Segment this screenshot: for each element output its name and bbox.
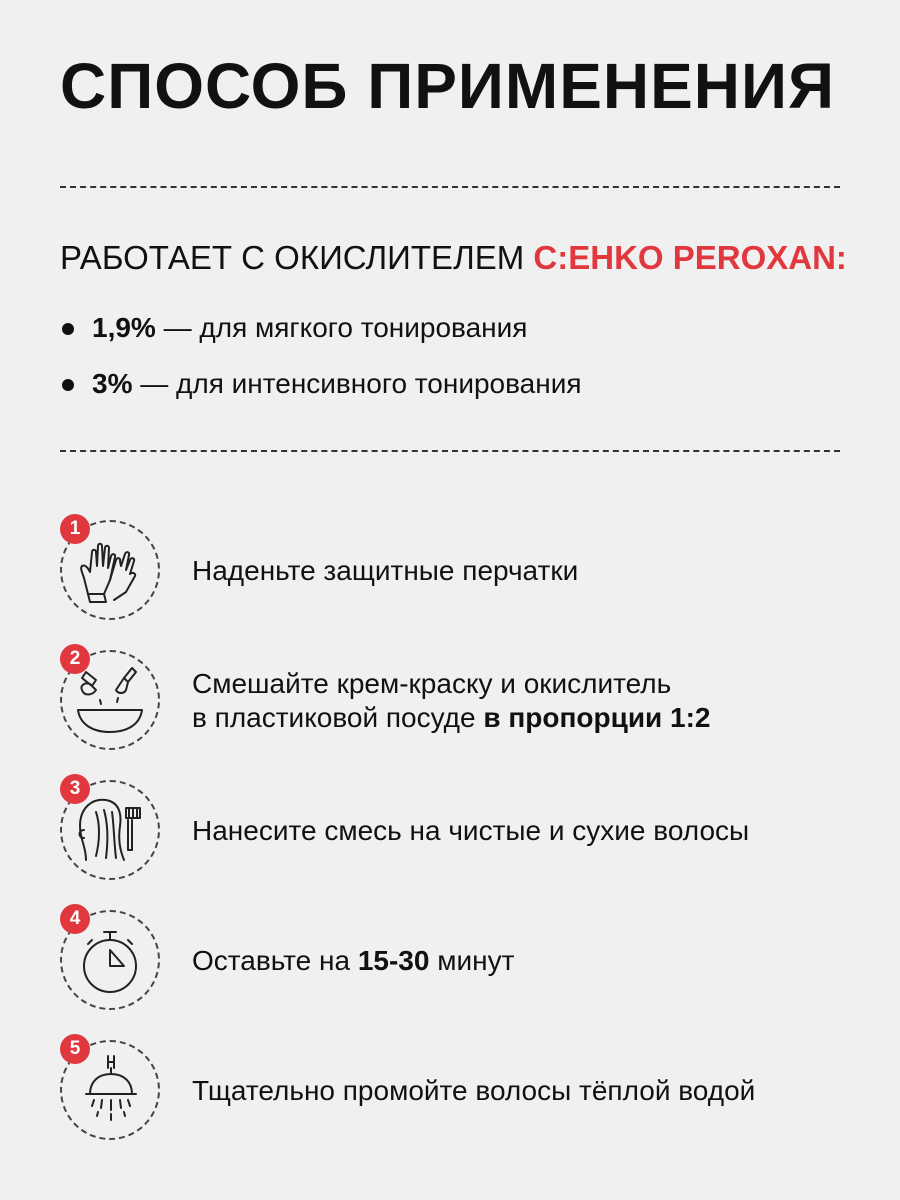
step-text-line-1: Смешайте крем-краску и окислитель [192, 668, 672, 699]
step-text-line-2 [192, 701, 711, 735]
step-3 [60, 774, 850, 884]
step-number-badge: 5 [60, 1034, 90, 1064]
step-text-plain: минут [429, 945, 515, 976]
step-text: Наденьте защитные перчатки [192, 555, 579, 586]
step-number-badge: 4 [60, 904, 90, 934]
step-text [192, 667, 711, 735]
step-text-plain: в пластиковой посуде [192, 702, 484, 733]
concentration-desc: — для интенсивного тонирования [132, 368, 582, 399]
step-number-badge: 3 [60, 774, 90, 804]
list-item [60, 362, 582, 418]
step-5 [60, 1034, 850, 1144]
step-text: Тщательно промойте волосы тёплой водой [192, 1075, 756, 1106]
step-number-badge: 2 [60, 644, 90, 674]
concentration-desc: — для мягкого тонирования [155, 312, 528, 343]
oxidizer-intro [60, 236, 847, 280]
page-title: СПОСОБ ПРИМЕНЕНИЯ [60, 50, 835, 122]
brand-name: C:EHKO PEROXAN: [533, 239, 847, 276]
divider-bottom [60, 450, 840, 452]
list-item [60, 306, 582, 362]
step-4 [60, 904, 850, 1014]
step-text: Нанесите смесь на чистые и сухие волосы [192, 815, 750, 846]
step-2 [60, 644, 850, 754]
divider-top [60, 186, 840, 188]
step-text-plain: Оставьте на [192, 945, 358, 976]
concentration-value: 1,9% [92, 312, 156, 343]
step-number-badge: 1 [60, 514, 90, 544]
concentration-value: 3% [92, 368, 133, 399]
duration-value: 15-30 [357, 945, 430, 976]
mix-ratio: в пропорции 1:2 [483, 702, 711, 733]
step-text [192, 944, 514, 978]
step-1 [60, 514, 850, 624]
concentration-list [60, 306, 582, 418]
intro-text: РАБОТАЕТ С ОКИСЛИТЕЛЕМ [60, 239, 534, 276]
